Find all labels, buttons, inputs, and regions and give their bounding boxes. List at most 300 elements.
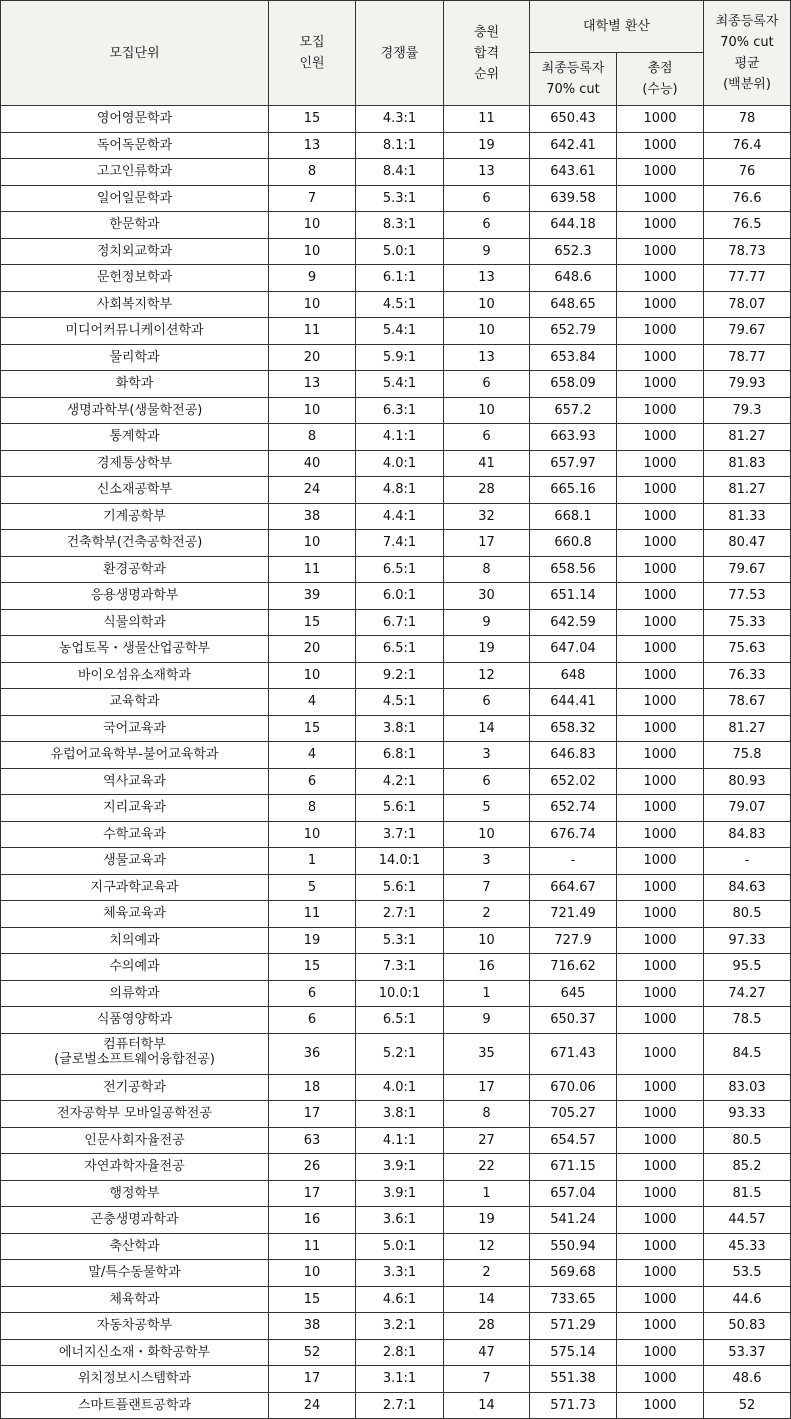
cell-cut70: 550.94	[530, 1233, 617, 1260]
cell-quota: 7	[269, 185, 356, 212]
cell-quota: 36	[269, 1033, 356, 1074]
cell-unit: 에너지신소재・화학공학부	[1, 1339, 269, 1366]
cell-quota: 11	[269, 1233, 356, 1260]
cell-total: 1000	[617, 1007, 704, 1034]
cell-cut70: 665.16	[530, 477, 617, 504]
cell-cut70: 652.3	[530, 238, 617, 265]
cell-rank: 28	[444, 477, 530, 504]
cell-cut70: 571.29	[530, 1313, 617, 1340]
cell-total: 1000	[617, 344, 704, 371]
cell-competition: 6.5:1	[356, 1007, 444, 1034]
cell-competition: 3.1:1	[356, 1366, 444, 1393]
cell-cut70: 551.38	[530, 1366, 617, 1393]
cell-percentile: 81.27	[704, 424, 791, 451]
cell-rank: 19	[444, 132, 530, 159]
cell-cut70: 642.59	[530, 609, 617, 636]
cell-competition: 3.3:1	[356, 1260, 444, 1287]
cell-percentile: 79.07	[704, 795, 791, 822]
cell-percentile: 53.5	[704, 1260, 791, 1287]
cell-rank: 30	[444, 583, 530, 610]
cell-percentile: 79.3	[704, 397, 791, 424]
cell-total: 1000	[617, 1154, 704, 1181]
cell-competition: 5.3:1	[356, 927, 444, 954]
cell-total: 1000	[617, 556, 704, 583]
cell-rank: 2	[444, 901, 530, 928]
cell-percentile: 93.33	[704, 1101, 791, 1128]
cell-total: 1000	[617, 609, 704, 636]
table-row	[1, 1339, 791, 1366]
cell-total: 1000	[617, 265, 704, 292]
cell-cut70: 721.49	[530, 901, 617, 928]
cell-percentile: 78.07	[704, 291, 791, 318]
cell-competition: 4.5:1	[356, 291, 444, 318]
cell-competition: 4.1:1	[356, 424, 444, 451]
cell-rank: 22	[444, 1154, 530, 1181]
col-header-unit: 모집단위	[1, 1, 269, 106]
cell-cut70: 648	[530, 662, 617, 689]
cell-rank: 6	[444, 371, 530, 398]
cell-percentile: 76.33	[704, 662, 791, 689]
cell-total: 1000	[617, 291, 704, 318]
cell-competition: 3.6:1	[356, 1207, 444, 1234]
cell-competition: 4.0:1	[356, 450, 444, 477]
cell-unit: 축산학과	[1, 1233, 269, 1260]
cell-rank: 10	[444, 397, 530, 424]
cell-unit: 수의예과	[1, 954, 269, 981]
cell-competition: 2.7:1	[356, 1392, 444, 1419]
table-row	[1, 238, 791, 265]
cell-unit: 미디어커뮤니케이션학과	[1, 318, 269, 345]
cell-rank: 11	[444, 106, 530, 133]
cell-total: 1000	[617, 1033, 704, 1074]
table-row	[1, 1260, 791, 1287]
cell-unit: 경제통상학부	[1, 450, 269, 477]
cell-quota: 15	[269, 954, 356, 981]
table-row	[1, 609, 791, 636]
cell-cut70: 575.14	[530, 1339, 617, 1366]
cell-unit: 일어일문학과	[1, 185, 269, 212]
cell-total: 1000	[617, 238, 704, 265]
cell-total: 1000	[617, 159, 704, 186]
table-row	[1, 1180, 791, 1207]
cell-cut70: 644.18	[530, 212, 617, 239]
cell-quota: 9	[269, 265, 356, 292]
cell-cut70: 660.8	[530, 530, 617, 557]
cell-percentile: 80.5	[704, 1127, 791, 1154]
cell-unit: 위치정보시스템학과	[1, 1366, 269, 1393]
cell-total: 1000	[617, 397, 704, 424]
col-header-cut70: 최종등록자 70% cut	[530, 53, 617, 106]
cell-unit: 유럽어교육학부-불어교육학과	[1, 742, 269, 769]
cell-cut70: 658.56	[530, 556, 617, 583]
cell-competition: 4.8:1	[356, 477, 444, 504]
col-header-univ-conversion: 대학별 환산	[530, 1, 704, 53]
cell-rank: 47	[444, 1339, 530, 1366]
cell-cut70: 652.02	[530, 768, 617, 795]
cell-total: 1000	[617, 901, 704, 928]
cell-competition: 3.8:1	[356, 715, 444, 742]
cell-cut70: -	[530, 848, 617, 875]
cell-total: 1000	[617, 715, 704, 742]
cell-quota: 4	[269, 689, 356, 716]
cell-competition: 4.0:1	[356, 1074, 444, 1101]
cell-quota: 18	[269, 1074, 356, 1101]
cell-cut70: 716.62	[530, 954, 617, 981]
cell-unit: 통계학과	[1, 424, 269, 451]
cell-rank: 14	[444, 1286, 530, 1313]
cell-rank: 10	[444, 291, 530, 318]
cell-percentile: 45.33	[704, 1233, 791, 1260]
cell-percentile: 76	[704, 159, 791, 186]
cell-percentile: 79.67	[704, 318, 791, 345]
cell-total: 1000	[617, 1074, 704, 1101]
table-row	[1, 212, 791, 239]
cell-competition: 6.5:1	[356, 636, 444, 663]
cell-unit: 신소재공학부	[1, 477, 269, 504]
table-row	[1, 927, 791, 954]
cell-unit: 물리학과	[1, 344, 269, 371]
cell-quota: 10	[269, 212, 356, 239]
cell-rank: 1	[444, 980, 530, 1007]
table-row	[1, 159, 791, 186]
cell-quota: 10	[269, 397, 356, 424]
table-row	[1, 1207, 791, 1234]
cell-percentile: 84.83	[704, 821, 791, 848]
table-row	[1, 530, 791, 557]
cell-unit: 의류학과	[1, 980, 269, 1007]
cell-quota: 10	[269, 291, 356, 318]
cell-quota: 24	[269, 1392, 356, 1419]
cell-unit: 체육학과	[1, 1286, 269, 1313]
cell-quota: 6	[269, 1007, 356, 1034]
cell-unit: 지리교육과	[1, 795, 269, 822]
cell-competition: 2.7:1	[356, 901, 444, 928]
cell-total: 1000	[617, 954, 704, 981]
cell-rank: 16	[444, 954, 530, 981]
cell-quota: 6	[269, 980, 356, 1007]
table-row	[1, 874, 791, 901]
table-row	[1, 848, 791, 875]
table-row	[1, 1233, 791, 1260]
cell-quota: 6	[269, 768, 356, 795]
cell-percentile: 78	[704, 106, 791, 133]
cell-cut70: 646.83	[530, 742, 617, 769]
cell-rank: 5	[444, 795, 530, 822]
cell-quota: 20	[269, 344, 356, 371]
cell-competition: 8.4:1	[356, 159, 444, 186]
table-row	[1, 556, 791, 583]
cell-unit: 역사교육과	[1, 768, 269, 795]
table-body	[1, 106, 791, 1419]
cell-quota: 52	[269, 1339, 356, 1366]
cell-percentile: 76.6	[704, 185, 791, 212]
cell-competition: 5.6:1	[356, 795, 444, 822]
table-row	[1, 291, 791, 318]
cell-percentile: 53.37	[704, 1339, 791, 1366]
table-row	[1, 424, 791, 451]
cell-competition: 5.4:1	[356, 371, 444, 398]
cell-total: 1000	[617, 742, 704, 769]
cell-cut70: 676.74	[530, 821, 617, 848]
cell-percentile: 78.67	[704, 689, 791, 716]
cell-cut70: 671.43	[530, 1033, 617, 1074]
cell-total: 1000	[617, 477, 704, 504]
cell-quota: 8	[269, 795, 356, 822]
cell-unit: 교육학과	[1, 689, 269, 716]
cell-quota: 20	[269, 636, 356, 663]
cell-unit: 화학과	[1, 371, 269, 398]
cell-quota: 17	[269, 1180, 356, 1207]
cell-unit: 국어교육과	[1, 715, 269, 742]
cell-percentile: 81.33	[704, 503, 791, 530]
cell-quota: 15	[269, 715, 356, 742]
cell-quota: 15	[269, 106, 356, 133]
cell-cut70: 658.09	[530, 371, 617, 398]
cell-rank: 7	[444, 874, 530, 901]
cell-percentile: 80.5	[704, 901, 791, 928]
cell-rank: 19	[444, 1207, 530, 1234]
cell-percentile: 81.27	[704, 477, 791, 504]
cell-percentile: 75.8	[704, 742, 791, 769]
cell-percentile: 76.5	[704, 212, 791, 239]
cell-total: 1000	[617, 874, 704, 901]
cell-total: 1000	[617, 848, 704, 875]
table-row	[1, 1392, 791, 1419]
cell-competition: 4.2:1	[356, 768, 444, 795]
table-row	[1, 503, 791, 530]
table-row	[1, 450, 791, 477]
cell-percentile: 85.2	[704, 1154, 791, 1181]
cell-rank: 35	[444, 1033, 530, 1074]
cell-competition: 5.6:1	[356, 874, 444, 901]
cell-total: 1000	[617, 980, 704, 1007]
cell-cut70: 733.65	[530, 1286, 617, 1313]
cell-cut70: 645	[530, 980, 617, 1007]
cell-competition: 3.9:1	[356, 1154, 444, 1181]
cell-rank: 9	[444, 238, 530, 265]
cell-unit: 생물교육과	[1, 848, 269, 875]
cell-total: 1000	[617, 1180, 704, 1207]
cell-unit: 영어영문학과	[1, 106, 269, 133]
cell-unit: 고고인류학과	[1, 159, 269, 186]
cell-rank: 13	[444, 159, 530, 186]
cell-competition: 7.4:1	[356, 530, 444, 557]
cell-cut70: 653.84	[530, 344, 617, 371]
cell-rank: 3	[444, 848, 530, 875]
cell-unit: 전자공학부 모바일공학전공	[1, 1101, 269, 1128]
cell-unit: 컴퓨터학부 (글로벌소프트웨어융합전공)	[1, 1033, 269, 1074]
cell-total: 1000	[617, 503, 704, 530]
cell-competition: 8.1:1	[356, 132, 444, 159]
cell-rank: 28	[444, 1313, 530, 1340]
table-row	[1, 318, 791, 345]
cell-rank: 17	[444, 1074, 530, 1101]
cell-rank: 14	[444, 1392, 530, 1419]
cell-unit: 건축학부(건축공학전공)	[1, 530, 269, 557]
cell-percentile: 79.93	[704, 371, 791, 398]
cell-cut70: 670.06	[530, 1074, 617, 1101]
cell-percentile: 78.5	[704, 1007, 791, 1034]
cell-cut70: 569.68	[530, 1260, 617, 1287]
cell-total: 1000	[617, 689, 704, 716]
cell-quota: 10	[269, 1260, 356, 1287]
cell-competition: 5.9:1	[356, 344, 444, 371]
cell-quota: 15	[269, 1286, 356, 1313]
cell-rank: 9	[444, 1007, 530, 1034]
cell-rank: 9	[444, 609, 530, 636]
cell-cut70: 657.2	[530, 397, 617, 424]
table-row	[1, 901, 791, 928]
cell-quota: 17	[269, 1101, 356, 1128]
cell-unit: 자동차공학부	[1, 1313, 269, 1340]
table-row	[1, 715, 791, 742]
cell-total: 1000	[617, 768, 704, 795]
cell-percentile: 80.93	[704, 768, 791, 795]
cell-percentile: 97.33	[704, 927, 791, 954]
table-row	[1, 795, 791, 822]
col-header-percentile: 최종등록자 70% cut 평균 (백분위)	[704, 1, 791, 106]
cell-unit: 체육교육과	[1, 901, 269, 928]
table-row	[1, 1154, 791, 1181]
table-row	[1, 1127, 791, 1154]
cell-quota: 10	[269, 530, 356, 557]
cell-cut70: 571.73	[530, 1392, 617, 1419]
cell-unit: 스마트플랜트공학과	[1, 1392, 269, 1419]
cell-cut70: 658.32	[530, 715, 617, 742]
cell-unit: 환경공학과	[1, 556, 269, 583]
cell-unit: 농업토목・생물산업공학부	[1, 636, 269, 663]
table-row	[1, 636, 791, 663]
col-header-rank: 충원 합격 순위	[444, 1, 530, 106]
table-row	[1, 185, 791, 212]
cell-rank: 6	[444, 768, 530, 795]
cell-cut70: 541.24	[530, 1207, 617, 1234]
table-row	[1, 768, 791, 795]
cell-unit: 수학교육과	[1, 821, 269, 848]
cell-unit: 식품영양학과	[1, 1007, 269, 1034]
cell-quota: 13	[269, 132, 356, 159]
cell-percentile: 81.27	[704, 715, 791, 742]
cell-cut70: 647.04	[530, 636, 617, 663]
cell-total: 1000	[617, 185, 704, 212]
cell-cut70: 648.65	[530, 291, 617, 318]
cell-cut70: 652.79	[530, 318, 617, 345]
cell-unit: 전기공학과	[1, 1074, 269, 1101]
cell-cut70: 664.67	[530, 874, 617, 901]
cell-percentile: 76.4	[704, 132, 791, 159]
cell-competition: 3.7:1	[356, 821, 444, 848]
cell-competition: 4.6:1	[356, 1286, 444, 1313]
cell-total: 1000	[617, 927, 704, 954]
cell-total: 1000	[617, 1286, 704, 1313]
cell-competition: 4.4:1	[356, 503, 444, 530]
cell-unit: 자연과학자율전공	[1, 1154, 269, 1181]
cell-unit: 독어독문학과	[1, 132, 269, 159]
cell-percentile: 84.63	[704, 874, 791, 901]
cell-unit: 문헌정보학과	[1, 265, 269, 292]
cell-competition: 4.3:1	[356, 106, 444, 133]
cell-cut70: 642.41	[530, 132, 617, 159]
cell-cut70: 651.14	[530, 583, 617, 610]
cell-competition: 5.2:1	[356, 1033, 444, 1074]
cell-percentile: 77.77	[704, 265, 791, 292]
cell-rank: 3	[444, 742, 530, 769]
cell-rank: 12	[444, 662, 530, 689]
table-row	[1, 397, 791, 424]
cell-unit: 지구과학교육과	[1, 874, 269, 901]
cell-cut70: 652.74	[530, 795, 617, 822]
cell-competition: 14.0:1	[356, 848, 444, 875]
table-row	[1, 662, 791, 689]
cell-rank: 6	[444, 212, 530, 239]
cell-competition: 6.1:1	[356, 265, 444, 292]
cell-competition: 5.4:1	[356, 318, 444, 345]
cell-rank: 10	[444, 927, 530, 954]
cell-unit: 한문학과	[1, 212, 269, 239]
cell-unit: 식물의학과	[1, 609, 269, 636]
cell-cut70: 657.97	[530, 450, 617, 477]
cell-unit: 기계공학부	[1, 503, 269, 530]
cell-competition: 7.3:1	[356, 954, 444, 981]
cell-competition: 6.8:1	[356, 742, 444, 769]
cell-unit: 행정학부	[1, 1180, 269, 1207]
cell-quota: 10	[269, 821, 356, 848]
cell-rank: 12	[444, 1233, 530, 1260]
cell-unit: 응용생명과학부	[1, 583, 269, 610]
cell-quota: 11	[269, 556, 356, 583]
cell-quota: 5	[269, 874, 356, 901]
cell-competition: 9.2:1	[356, 662, 444, 689]
cell-quota: 8	[269, 424, 356, 451]
cell-quota: 39	[269, 583, 356, 610]
cell-rank: 17	[444, 530, 530, 557]
cell-percentile: 81.5	[704, 1180, 791, 1207]
cell-total: 1000	[617, 212, 704, 239]
cell-quota: 26	[269, 1154, 356, 1181]
cell-rank: 8	[444, 1101, 530, 1128]
table-row	[1, 1033, 791, 1074]
cell-competition: 5.3:1	[356, 185, 444, 212]
cell-rank: 10	[444, 318, 530, 345]
cell-rank: 41	[444, 450, 530, 477]
cell-competition: 10.0:1	[356, 980, 444, 1007]
cell-cut70: 644.41	[530, 689, 617, 716]
cell-percentile: 52	[704, 1392, 791, 1419]
cell-total: 1000	[617, 132, 704, 159]
cell-competition: 6.7:1	[356, 609, 444, 636]
table-row	[1, 1286, 791, 1313]
col-header-quota: 모집 인원	[269, 1, 356, 106]
cell-competition: 8.3:1	[356, 212, 444, 239]
cell-total: 1000	[617, 424, 704, 451]
cell-quota: 4	[269, 742, 356, 769]
cell-percentile: 80.47	[704, 530, 791, 557]
cell-rank: 1	[444, 1180, 530, 1207]
table-row	[1, 1313, 791, 1340]
table-row	[1, 1007, 791, 1034]
cell-quota: 16	[269, 1207, 356, 1234]
cell-total: 1000	[617, 1392, 704, 1419]
cell-percentile: 78.73	[704, 238, 791, 265]
table-row	[1, 689, 791, 716]
table-row	[1, 1074, 791, 1101]
cell-rank: 2	[444, 1260, 530, 1287]
cell-quota: 24	[269, 477, 356, 504]
cell-rank: 7	[444, 1366, 530, 1393]
cell-total: 1000	[617, 1207, 704, 1234]
cell-rank: 13	[444, 265, 530, 292]
cell-cut70: 668.1	[530, 503, 617, 530]
